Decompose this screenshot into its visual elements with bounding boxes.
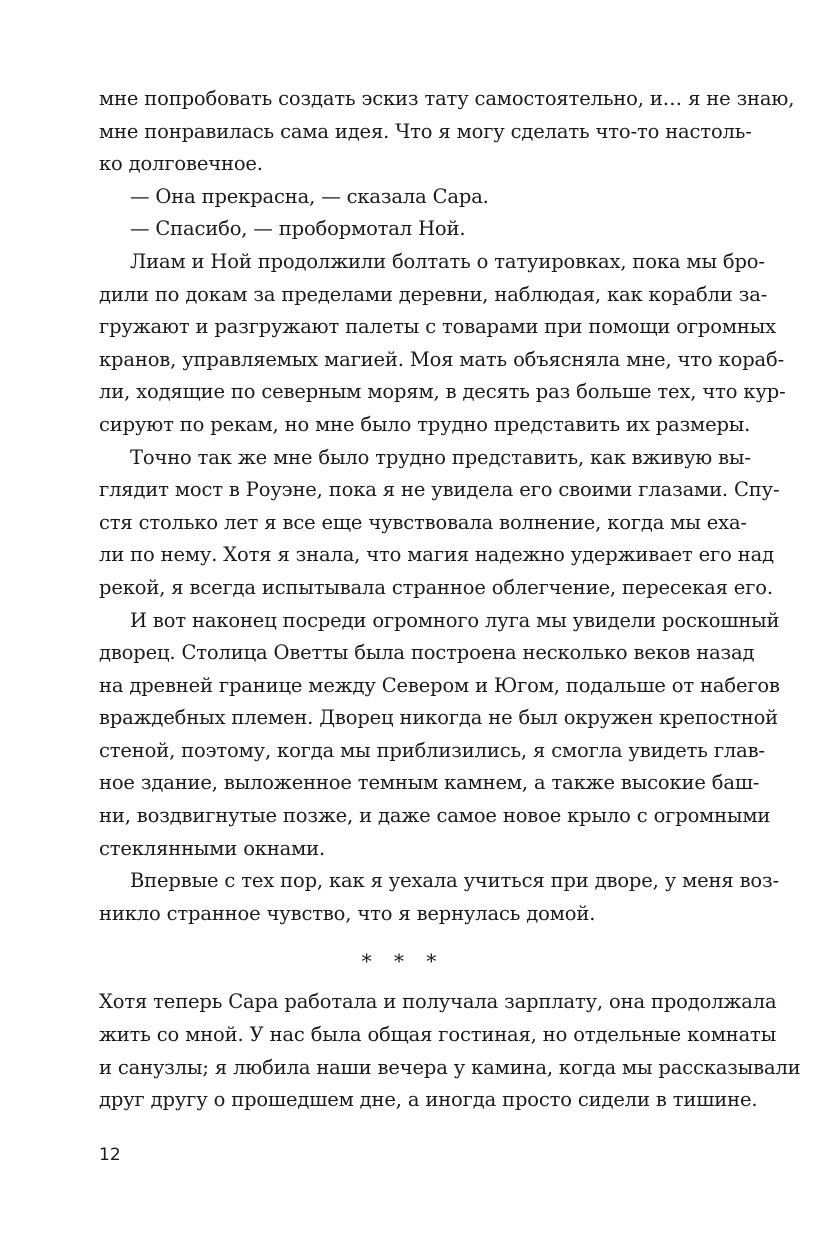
text-line: Точно так же мне было трудно представить, как вживую вы- bbox=[130, 445, 751, 469]
text-line: ли по нему. Хотя я знала, что магия надежно удерживает его над bbox=[99, 543, 774, 567]
text-section-before bbox=[99, 83, 795, 930]
text-line: ли, ходящие по северным морям, в десять раз больше тех, что кур- bbox=[99, 380, 786, 404]
text-line: дворец. Столица Оветты была построена несколько веков назад bbox=[99, 641, 755, 665]
text-line: Лиам и Ной продолжили болтать о татуировках, пока мы бро- bbox=[130, 249, 765, 273]
text-line: глядит мост в Роуэне, пока я не увидела его своими глазами. Спу- bbox=[99, 478, 780, 502]
scene-separator: * * * bbox=[361, 949, 445, 974]
text-line: дили по докам за пределами деревни, наблюдая, как корабли за- bbox=[99, 282, 768, 306]
text-line: ни, воздвигнутые позже, и даже самое новое крыло с огромными bbox=[99, 804, 771, 828]
text-line: гружают и разгружают палеты с товарами при помощи огромных bbox=[99, 315, 776, 339]
text-line: Хотя теперь Сара работала и получала зарплату, она продолжала bbox=[99, 990, 777, 1014]
text-line: жить со мной. У нас была общая гостиная, но отдельные комнаты bbox=[99, 1023, 777, 1047]
text-line: мне понравилась сама идея. Что я могу сделать что-то настоль- bbox=[99, 119, 752, 143]
text-section-after bbox=[99, 986, 801, 1116]
text-line: ное здание, выложенное темным камнем, а также высокие баш- bbox=[99, 771, 760, 795]
text-line: и санузлы; я любила наши вечера у камина, когда мы рассказывали bbox=[99, 1055, 801, 1079]
text-line: друг другу о прошедшем дне, а иногда просто сидели в тишине. bbox=[99, 1088, 758, 1112]
text-line: сируют по рекам, но мне было трудно представить их размеры. bbox=[99, 412, 751, 436]
page-number: 12 bbox=[99, 1145, 121, 1165]
text-line: — Спасибо, — пробормотал Ной. bbox=[130, 217, 466, 241]
text-line: стеной, поэтому, когда мы приблизились, я смогла увидеть глав- bbox=[99, 738, 765, 762]
text-line: рекой, я всегда испытывала странное облегчение, пересекая его. bbox=[99, 575, 773, 599]
body-text bbox=[99, 83, 801, 1117]
text-line: стеклянными окнами. bbox=[99, 836, 326, 860]
text-line: Впервые с тех пор, как я уехала учиться при дворе, у меня воз- bbox=[130, 869, 779, 893]
text-line: мне попробовать создать эскиз тату самостоятельно, и… я не знаю, bbox=[99, 87, 795, 110]
text-line: на древней границе между Севером и Югом, подальше от набегов bbox=[99, 673, 780, 697]
text-line: никло странное чувство, что я вернулась домой. bbox=[99, 901, 596, 925]
text-line: — Она прекрасна, — сказала Сара. bbox=[130, 184, 489, 208]
text-line: кранов, управляемых магией. Моя мать объясняла мне, что кораб- bbox=[99, 347, 785, 371]
text-line: враждебных племен. Дворец никогда не был окружен крепостной bbox=[99, 706, 779, 730]
text-line: И вот наконец посреди огромного луга мы увидели роскошный bbox=[130, 608, 780, 632]
text-line: стя столько лет я все еще чувствовала волнение, когда мы еха- bbox=[99, 510, 747, 534]
text-line: ко долговечное. bbox=[99, 152, 263, 176]
